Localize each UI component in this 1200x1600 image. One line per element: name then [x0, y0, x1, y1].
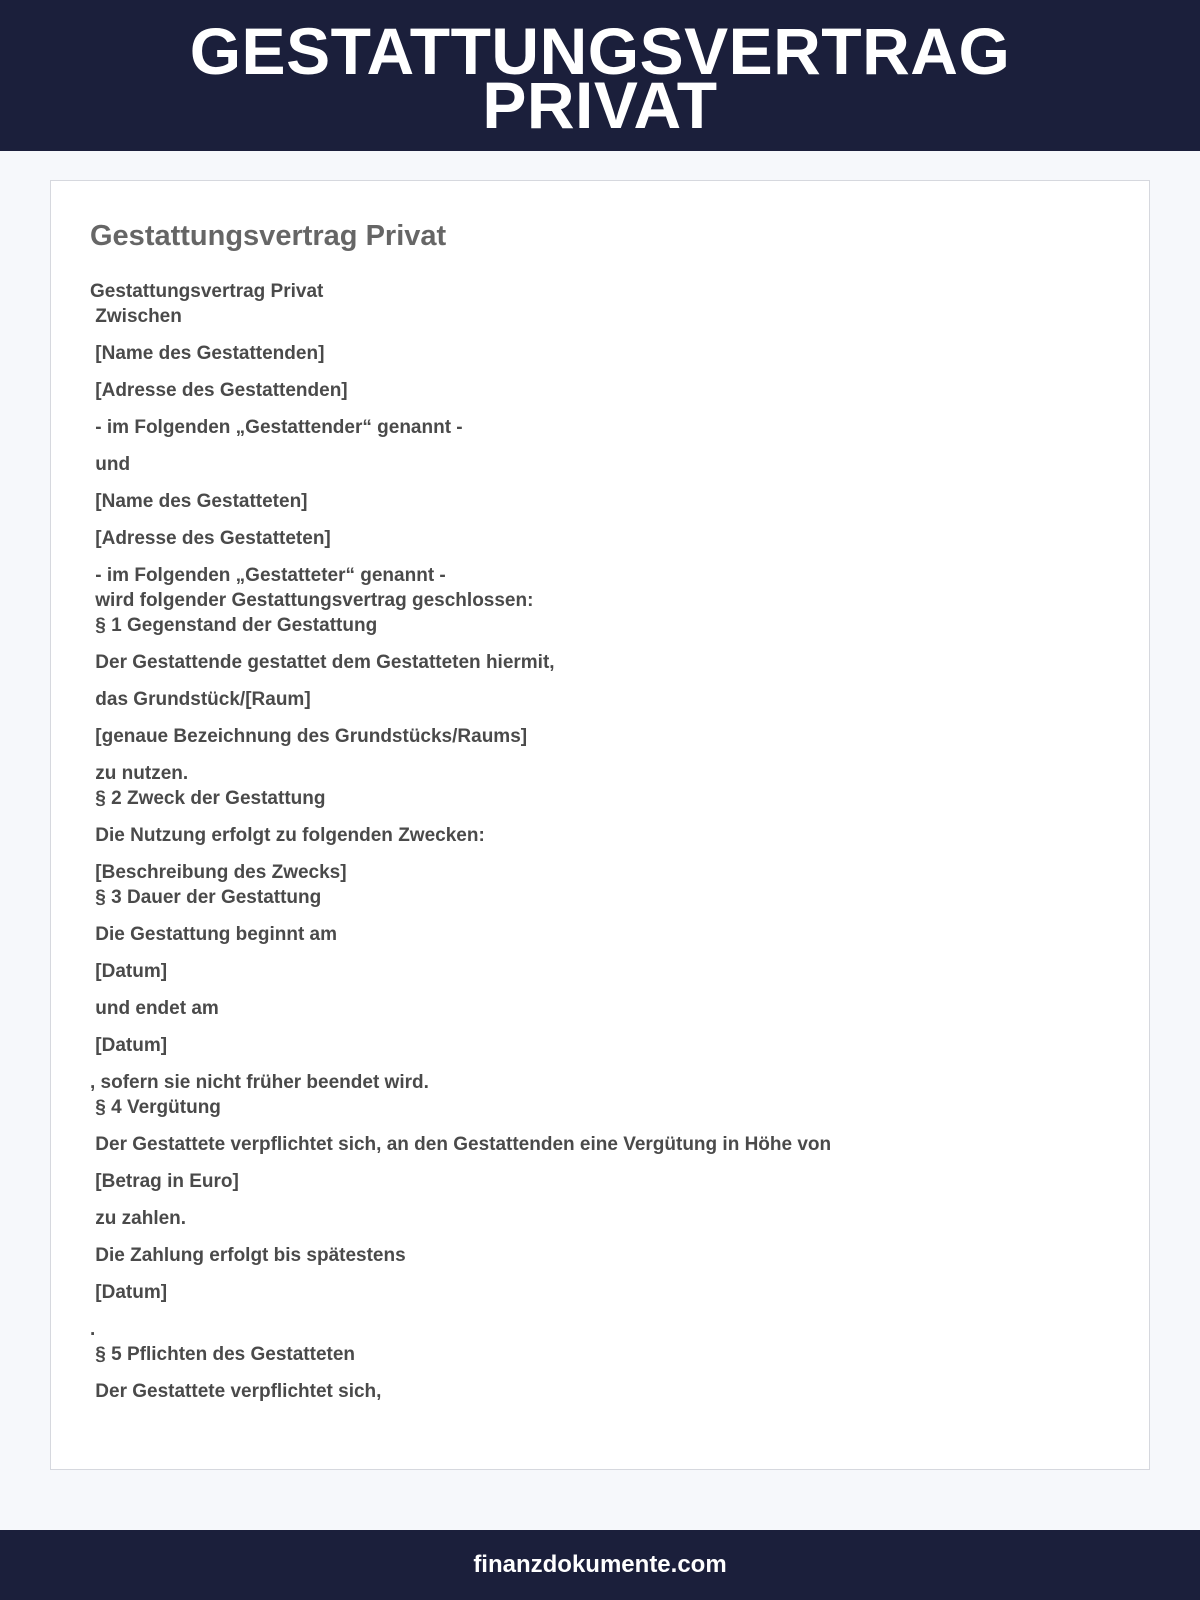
document-line: [Betrag in Euro] — [90, 1171, 239, 1192]
document-line: [Beschreibung des Zwecks] — [90, 862, 347, 883]
document-line: und — [90, 454, 131, 475]
document-line: - im Folgenden „Gestatteter“ genannt - — [90, 565, 446, 586]
document-title: Gestattungsvertrag Privat — [90, 220, 447, 252]
document-line: [genaue Bezeichnung des Grundstücks/Raums] — [90, 726, 528, 747]
section-heading: § 5 Pflichten des Gestatteten — [90, 1344, 356, 1365]
document-line: Die Nutzung erfolgt zu folgenden Zwecken: — [90, 825, 485, 846]
document-line: [Datum] — [90, 1282, 168, 1303]
section-heading: § 1 Gegenstand der Gestattung — [90, 615, 378, 636]
document-line: [Adresse des Gestattenden] — [90, 380, 348, 401]
document-line: [Name des Gestatteten] — [90, 491, 308, 512]
document-line: zu nutzen. — [90, 763, 189, 784]
document-line: . — [90, 1319, 96, 1340]
document-line: [Name des Gestattenden] — [90, 343, 325, 364]
section-heading: § 3 Dauer der Gestattung — [90, 887, 322, 908]
section-heading: § 2 Zweck der Gestattung — [90, 788, 326, 809]
document-line: [Datum] — [90, 1035, 168, 1056]
document-line: Der Gestattende gestattet dem Gestatteten hiermit, — [90, 652, 555, 673]
document-line: wird folgender Gestattungsvertrag geschlossen: — [90, 590, 534, 611]
document-line: - im Folgenden „Gestattender“ genannt - — [90, 417, 463, 438]
heading-line-2: PRIVAT — [482, 68, 718, 142]
page-header — [0, 0, 1200, 151]
document-line: Der Gestattete verpflichtet sich, an den Gestattenden eine Vergütung in Höhe von — [90, 1134, 832, 1155]
document-line: und endet am — [90, 998, 219, 1019]
document-line: Die Gestattung beginnt am — [90, 924, 338, 945]
document-line: Der Gestattete verpflichtet sich, — [90, 1381, 382, 1402]
document-line: [Adresse des Gestatteten] — [90, 528, 331, 549]
document-line: Die Zahlung erfolgt bis spätestens — [90, 1245, 406, 1266]
page-heading — [0, 0, 1200, 142]
footer-site-name: finanzdokumente.com — [473, 1551, 727, 1578]
section-heading: § 4 Vergütung — [90, 1097, 221, 1118]
heading-line-1: GESTATTUNGSVERTRAG — [189, 14, 1011, 88]
document-line: Gestattungsvertrag Privat — [90, 281, 324, 302]
document-line: , sofern sie nicht früher beendet wird. — [90, 1072, 429, 1093]
document-line: zu zahlen. — [90, 1208, 187, 1229]
document-line: Zwischen — [90, 306, 182, 327]
page-footer — [0, 1530, 1200, 1600]
document-line: das Grundstück/[Raum] — [90, 689, 311, 710]
document-line: [Datum] — [90, 961, 168, 982]
